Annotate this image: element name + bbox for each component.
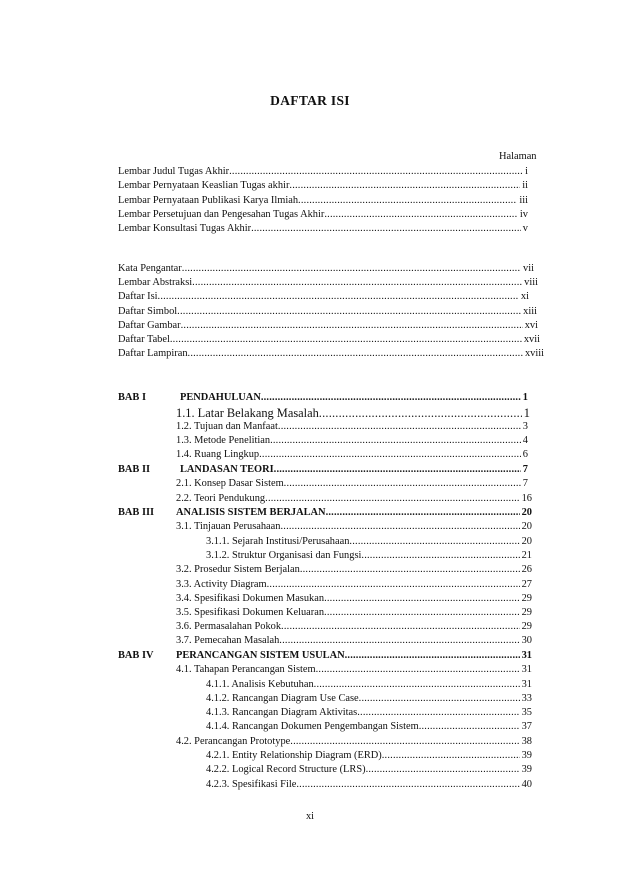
toc-entry: 4.1.1. Analisis Kebutuhan ..... 31	[206, 678, 532, 692]
toc-entry: Daftar Simbol ..... xiii	[118, 305, 537, 319]
chapter-entry: LANDASAN TEORI ..... 7	[180, 463, 528, 477]
toc-entry: Lembar Persetujuan dan Pengesahan Tugas Akhir ..... iv	[118, 208, 528, 222]
toc-entry: 4.2.2. Logical Record Structure (LRS) ..... 39	[206, 763, 532, 777]
toc-entry: 4.2. Perancangan Prototype ..... 38	[176, 735, 532, 749]
toc-entry: 4.1.4. Rancangan Dokumen Pengembangan Sistem ..... 37	[206, 720, 532, 734]
chapter-entry: PENDAHULUAN ..... 1	[180, 391, 528, 405]
chapter-entry: ANALISIS SISTEM BERJALAN ..... 20	[176, 506, 532, 520]
toc-entry: 4.1.3. Rancangan Diagram Aktivitas ..... 35	[206, 706, 532, 720]
toc-entry: 1.2. Tujuan dan Manfaat ..... 3	[176, 420, 528, 434]
toc-entry: Daftar Isi ..... xi	[118, 290, 529, 304]
chapter-entry: PERANCANGAN SISTEM USULAN ..... 31	[176, 649, 532, 663]
toc-entry: Lembar Pernyataan Keaslian Tugas akhir ..... ii	[118, 179, 528, 193]
toc-entry: Kata Pengantar ..... vii	[118, 262, 534, 276]
chapter-number: BAB IV	[118, 650, 154, 661]
toc-entry: 3.2. Prosedur Sistem Berjalan ..... 26	[176, 563, 532, 577]
toc-entry: 1.3. Metode Penelitian ..... 4	[176, 434, 528, 448]
toc-entry: Lembar Judul Tugas Akhir ..... i	[118, 165, 528, 179]
page-number: xi	[305, 811, 315, 822]
toc-entry: 3.5. Spesifikasi Dokumen Keluaran ..... 29	[176, 606, 532, 620]
toc-entry: 2.1. Konsep Dasar Sistem ..... 7	[176, 477, 528, 491]
toc-entry: 3.1.1. Sejarah Institusi/Perusahaan ..... 20	[206, 535, 532, 549]
toc-entry: 4.1. Tahapan Perancangan Sistem ..... 31	[176, 663, 532, 677]
toc-entry: Daftar Tabel ..... xvii	[118, 333, 540, 347]
toc-entry: 3.7. Pemecahan Masalah ..... 30	[176, 634, 532, 648]
toc-entry: 2.2. Teori Pendukung ..... 16	[176, 492, 532, 506]
toc-entry: Lembar Pernyataan Publikasi Karya Ilmiah ..... iii	[118, 194, 528, 208]
toc-entry: 4.2.1. Entity Relationship Diagram (ERD) ..... 39	[206, 749, 532, 763]
halaman-label: Halaman	[499, 151, 537, 162]
toc-entry: Lembar Konsultasi Tugas Akhir ..... v	[118, 222, 528, 236]
toc-entry: 3.4. Spesifikasi Dokumen Masukan ..... 29	[176, 592, 532, 606]
toc-entry: 4.1.2. Rancangan Diagram Use Case ..... 33	[206, 692, 532, 706]
chapter-number: BAB III	[118, 507, 155, 518]
page-title: DAFTAR ISI	[270, 93, 350, 108]
toc-entry: 4.2.3. Spesifikasi File ..... 40	[206, 778, 532, 792]
toc-entry: 1.4. Ruang Lingkup ..... 6	[176, 448, 528, 462]
toc-entry: 3.3. Activity Diagram ..... 27	[176, 578, 532, 592]
toc-entry: Lembar Abstraksi ..... viii	[118, 276, 538, 290]
toc-entry: 1.1. Latar Belakang Masalah ..... 1	[176, 405, 530, 421]
toc-entry: 3.1.2. Struktur Organisasi dan Fungsi ..... 21	[206, 549, 532, 563]
toc-entry: Daftar Lampiran ..... xviii	[118, 347, 544, 361]
toc-entry: 3.6. Permasalahan Pokok ..... 29	[176, 620, 532, 634]
chapter-number: BAB I	[118, 392, 147, 403]
chapter-number: BAB II	[118, 464, 151, 475]
toc-entry: Daftar Gambar ..... xvi	[118, 319, 538, 333]
toc-entry: 3.1. Tinjauan Perusahaan ..... 20	[176, 520, 532, 534]
